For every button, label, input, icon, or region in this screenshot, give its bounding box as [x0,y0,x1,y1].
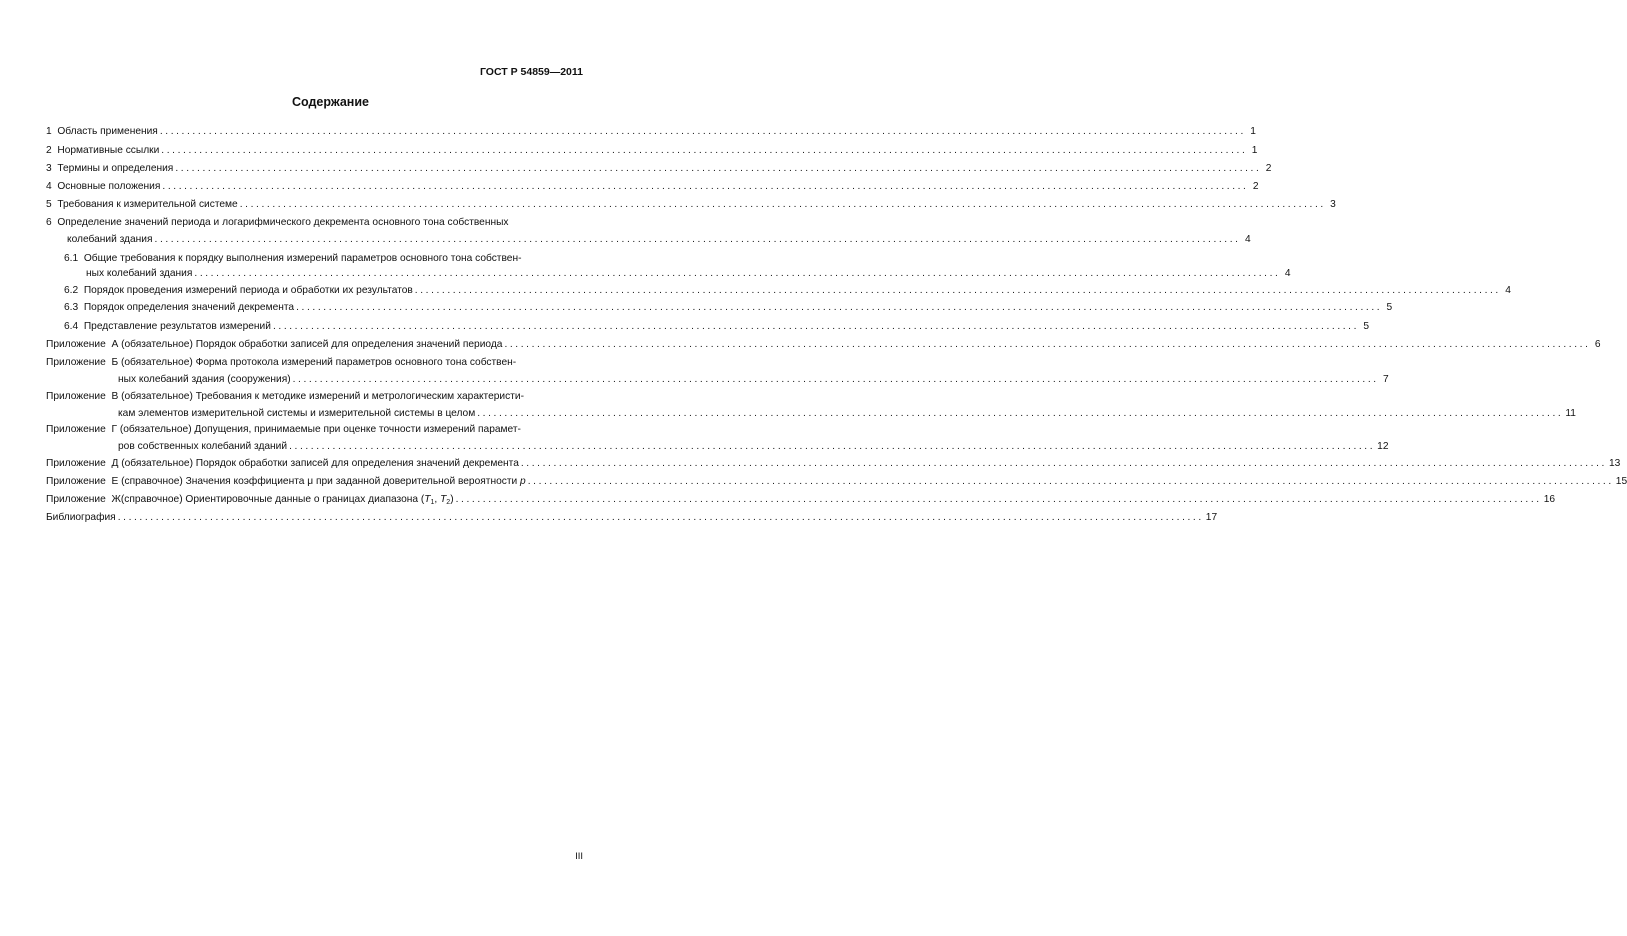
toc-text: (обязательное) Форма протокола измерений параметров основного тона собствен- [120,357,517,368]
toc-text-continued: ных колебаний здания [86,268,193,279]
toc-text: (обязательное) Порядок обработки записей для определения значений декремента [121,458,519,469]
toc-page: 12 [1377,441,1389,452]
toc-page: 1 [1251,145,1258,156]
toc-text-continued: колебаний здания [67,234,153,245]
toc-text-continued: кам элементов измерительной системы и измерительной системы в целом [118,408,476,419]
dot-leader: ........................................................................................................................................................................................................ [414,285,1501,296]
toc-number: 3 [46,163,52,174]
toc-page: 13 [1608,458,1621,469]
dot-leader: ........................................................................................................................................................................................................ [175,163,1262,174]
toc-number: 6.4 [64,321,79,332]
toc-text: Библиография [46,512,116,523]
toc-number: 5 [46,199,52,210]
dot-leader: ........................................................................................................................................................................................................ [161,145,1248,156]
toc-page: 15 [1615,476,1627,487]
toc-number: 6.2 [64,285,79,296]
toc-text: Представление результатов измерений [83,321,271,332]
t1-symbol: T [424,494,431,505]
page-number: III [575,851,583,862]
dot-leader: ........................................................................................................................................................................................................ [527,476,1614,487]
toc-page: 5 [1386,302,1393,313]
dot-leader: ........................................................................................................................................................................................................ [289,441,1376,452]
toc-page: 16 [1543,494,1556,505]
toc-number: 4 [46,181,52,192]
appendix-label: Приложение [46,357,106,368]
appendix-label: Приложение [46,391,106,402]
document-id: ГОСТ Р 54859—2011 [479,66,583,78]
separator: , [434,494,441,505]
toc-page: 6 [1594,339,1601,350]
toc-text: Порядок проведения измерений периода и обработки их результатов [83,285,413,296]
toc-text: (обязательное) Требования к методике измерений и метрологическим характеристи- [121,391,524,402]
toc-number: 6.3 [64,302,79,313]
toc-page: 3 [1330,199,1336,210]
toc-page: 11 [1565,408,1576,419]
dot-leader: ........................................................................................................................................................................................................ [520,458,1607,469]
t1-subscript: 1 [430,499,435,506]
appendix-label: Приложение [46,424,106,435]
toc-text: Порядок определения значений декремента [83,302,295,313]
dot-leader: ........................................................................................................................................................................................................ [239,199,1326,210]
appendix-label: Приложение [46,458,106,469]
appendix-label: Приложение [46,339,106,350]
appendix-letter: А [111,339,119,350]
dot-leader: ........................................................................................................................................................................................................ [117,512,1204,523]
toc-page: 1 [1250,126,1256,137]
appendix-letter: Д [111,458,119,469]
toc-page: 4 [1244,234,1251,245]
toc-text-tail: при заданной доверительной вероятности [316,476,518,487]
toc-text: Определение значений периода и логарифмического декремента основного тона собственных [57,217,509,228]
dot-leader: ........................................................................................................................................................................................................ [162,181,1249,192]
appendix-letter: Б [111,357,119,368]
t2-subscript: 2 [446,499,451,506]
appendix-label: Приложение [46,494,106,505]
toc-text: Общие требования к порядку выполнения измерений параметров основного тона собствен- [83,253,522,264]
appendix-letter: В [111,391,119,402]
toc-text: Требования к измерительной системе [57,199,238,210]
t2-symbol: T [440,494,447,505]
page-title: Содержание [291,95,369,109]
toc-number: 6 [46,217,52,228]
mu-symbol: μ [307,476,314,487]
dot-leader: ........................................................................................................................................................................................................ [504,339,1591,350]
dot-leader: ........................................................................................................................................................................................................ [194,268,1281,279]
toc-page: 4 [1505,285,1511,296]
toc-text: Область применения [57,126,158,137]
toc-text: (справочное) Ориентировочные данные о границах диапазона ( [120,494,425,505]
dot-leader: ........................................................................................................................................................................................................ [296,302,1383,313]
toc-number: 2 [46,145,52,156]
dot-leader: ........................................................................................................................................................................................................ [154,234,1241,245]
appendix-label: Приложение [46,476,106,487]
toc-number: 1 [46,126,52,137]
toc-text-continued: ров собственных колебаний зданий [118,441,288,452]
toc-page: 5 [1363,321,1370,332]
toc-text: (обязательное) Порядок обработки записей для определения значений периода [121,339,503,350]
appendix-letter: Ж [111,494,121,505]
toc-page: 4 [1284,268,1291,279]
toc-page: 7 [1383,374,1389,385]
toc-text: (обязательное) Допущения, принимаемые при оценке точности измерений парамет- [119,424,521,435]
toc-page: 2 [1252,181,1259,192]
appendix-letter: Г [111,424,117,435]
dot-leader: ........................................................................................................................................................................................................ [159,126,1246,137]
toc-text: Нормативные ссылки [57,145,160,156]
toc-text: Термины и определения [57,163,174,174]
dot-leader: ........................................................................................................................................................................................................ [292,374,1379,385]
dot-leader: ........................................................................................................................................................................................................ [272,321,1360,332]
dot-leader: ........................................................................................................................................................................................................ [455,494,1542,505]
toc-number: 6.1 [64,253,79,264]
toc-text-continued: ных колебаний здания (сооружения) [118,374,291,385]
close-paren: ) [450,494,454,505]
dot-leader: ........................................................................................................................................................................................................ [477,408,1564,419]
toc-text: Основные положения [57,181,161,192]
toc-text: (справочное) Значения коэффициента [121,476,305,487]
p-symbol: p [520,476,526,487]
appendix-letter: Е [111,476,119,487]
toc-page: 2 [1265,163,1272,174]
toc-page: 17 [1205,512,1218,523]
